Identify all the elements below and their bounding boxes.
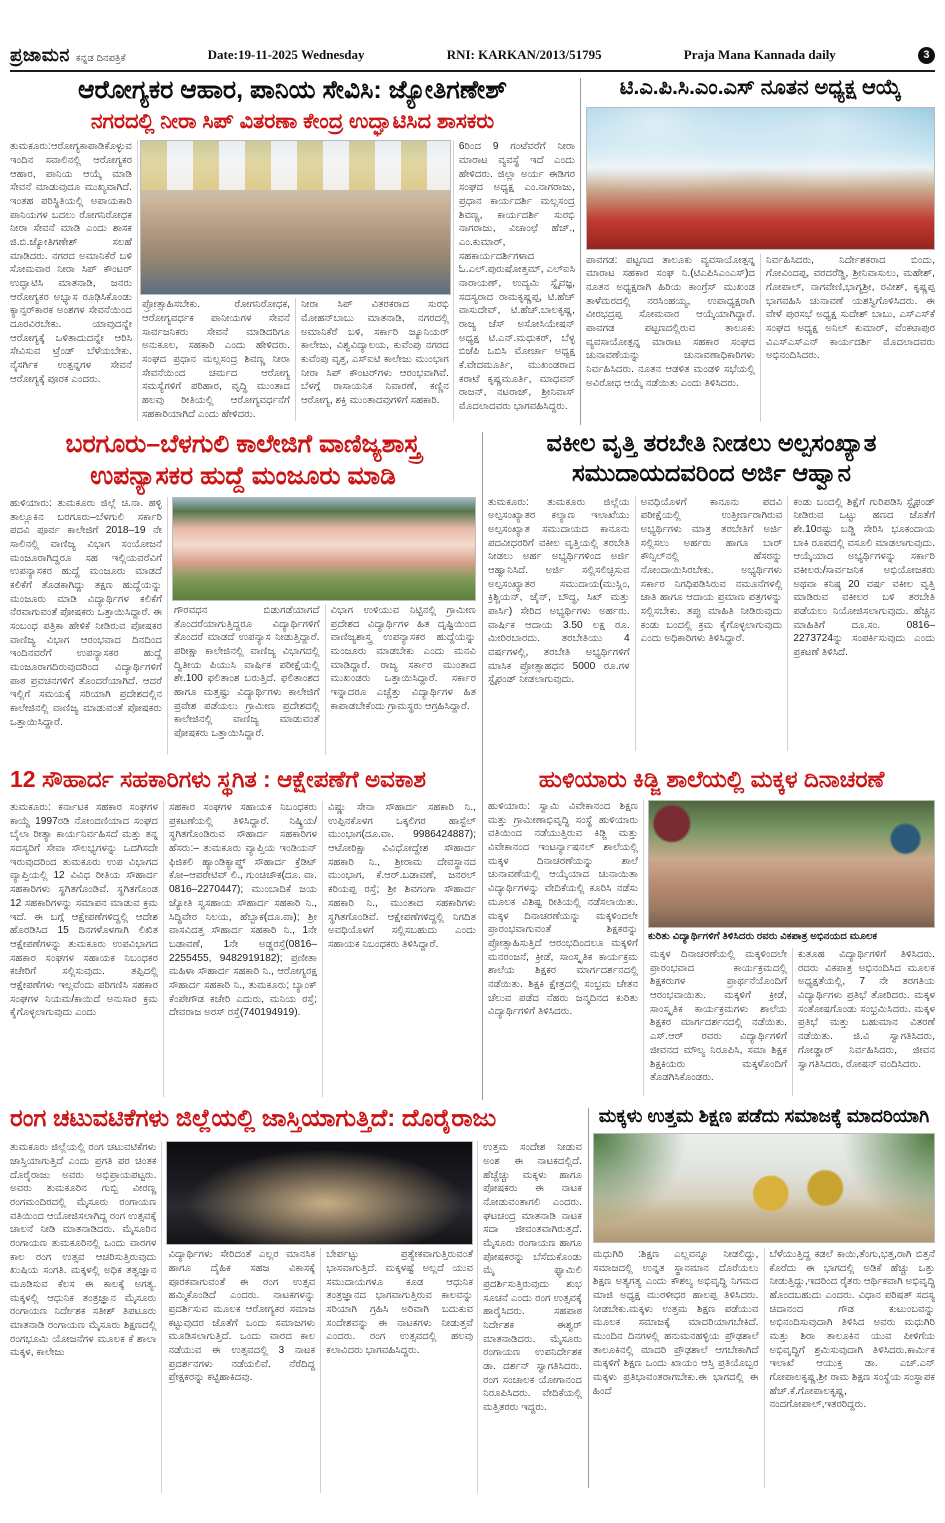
article-theatre-festival bbox=[10, 1105, 582, 1495]
article1-under-col1: ಪ್ರೋತ್ಸಾಹಿಸಬೇಕು. ರೋಗನಿರೋಧಕ, ಆರೋಗ್ಯವರ್ಧಕ ಪಾನೀಯಗಳ ಸೇವನೆ ಸಾರ್ವಜನಿಕರು ಸೇವನೆ ಮಾಡಿದರಿಗೂ ಅನುಕೂಲ, ಸಹಕಾರಿ ಎಂದು ಹೇಳಿದರು. ಸಂಘದ ಪ್ರಧಾನ ಮಲ್ಲಸಂದ್ರ ಶಿವಣ್ಣ ನೀರಾ ಸೇವನೆಯಿಂದ ಚರ್ಮದ ಆರೋಗ್ಯ ಸಮಸ್ಯೆಗಳಿಗೆ ಪರಿಹಾರ, ವೃದ್ಧಿ ಮುಂತಾದ ಹಲವು ರೀತಿಯಲ್ಲಿ ಆರೋಗ್ಯವರ್ಧನೆಗೆ ಸಹಕಾರಿಯಾಗಿದೆ ಎಂದು ಹೇಳಿದರು. bbox=[142, 299, 290, 420]
masthead-tagline: ಕನ್ನಡ ದಿನಪತ್ರಿಕೆ bbox=[75, 52, 126, 64]
article1-photo bbox=[140, 140, 451, 295]
article-kidzee-childrens-day bbox=[488, 766, 935, 1100]
masthead-block bbox=[10, 45, 126, 66]
article8-col1: ಮಧುಗಿರಿ :ಶಿಕ್ಷಣ ಎಲ್ಲವನ್ನೂ ನೀಡಲಿದ್ದು, ಸಮಾಜದಲ್ಲಿ ಉನ್ನತ ಸ್ಥಾನಮಾನ ದೊರೆಯಲು ಶಿಕ್ಷಣ ಅತ್ಯಗತ್ಯ ಎಂದು ಕೌಶಲ್ಯ ಅಭಿವೃದ್ಧಿ ನಿಗಮದ ಮಾಜಿ ಅಧ್ಯಕ್ಷ ಮುರಳೀಧರ ಹಾಲಪ್ಪ ತಿಳಿಸಿದರು. ನೀಡಬೇಕು.ಮಕ್ಕಳು ಉತ್ತಮ ಶಿಕ್ಷಣ ಪಡೆಯುವ ಮೂಲಕ ಸಮಾಜಕ್ಕೆ ಮಾದರಿಯಾಗಬೇಕಿದೆ. ಮುಂದಿನ ದಿನಗಳಲ್ಲಿ ಹನುಮನಹಳ್ಳಿಯ ಪ್ರೌಢಶಾಲೆ ತಾಲೂಕಿನಲ್ಲಿ ಮಾದರಿ ಪ್ರೌಢಶಾಲೆ ಆಗಬೇಕಾಗಿದೆ ಮಕ್ಕಳಿಗೆ ಶಿಕ್ಷಣ ಒಂದು ಖಾಯಂ ಆಸ್ತಿ ಪ್ರತಿಯೊಬ್ಬರ ಮಕ್ಕಳು ಪ್ರತಿಭಾವಂತರಾಗಬೇಕು.ಈ ಭಾಗದಲ್ಲಿ ಈ ಹಿಂದೆ bbox=[593, 1248, 759, 1397]
article7-under-col1: ವಿದ್ಯಾರ್ಥಿಗಳು ಸೇರಿದಂತೆ ಎಲ್ಲರ ಮಾನಸಿಕ ಹಾಗೂ ದೈಹಿಕ ಸಹಜ ವಿಕಾಸಕ್ಕೆ ಪೂರಕವಾಗುವಂತೆ ಈ ರಂಗ ಉತ್ಸವ ಹಮ್ಮಿಕೊಂಡಿದೆ ಎಂದರು. ನಾಟಕಗಳನ್ನು ಪ್ರದರ್ಶಿಸುವ ಮೂಲಕ ಆರೋಗ್ಯಕರ ಸಮಾಜ ಕಟ್ಟುವುದರ ಜೊತೆಗೆ ಒಂದು ಸಮಾಜಗಳು ಮೂಡಿಸಲಾಗುತ್ತಿದೆ. ಒಂದು ವಾರದ ಕಾಲ ನಡೆಯುವ ಈ ಉತ್ಸವದಲ್ಲಿ 3 ನಾಟಕ ಪ್ರದರ್ಶನಗಳು ನಡೆಯಲಿವೆ. ನೆರೆದಿದ್ದ ಪ್ರೇಕ್ಷಕರನ್ನು ಕಟ್ಟಿಹಾಕಿದವು. bbox=[168, 1249, 316, 1384]
article1-col1: ತುಮಕೂರು:ಆರೋಗ್ಯಕಾಪಾಡಿಕೊಳ್ಳುವ ಇಂದಿನ ಸವಾಲಿನಲ್ಲಿ ಆರೋಗ್ಯಕರ ಆಹಾರ, ಪಾನಿಯ ಆಯ್ಕೆ ಮಾಡಿ ಸೇವನೆ ಮಾಡುವುದೂ ಮುಖ್ಯವಾಗಿದೆ. ಇಂತಹ ಪರಿಸ್ಥಿತಿಯಲ್ಲಿ ಅಪಾಯಕಾರಿ ಪಾನಿಯಗಳ ಬದಲು ರೋಗನಿರೋಧಕ ನೀರಾ ಸೇವನೆ ಮಾಡಿ ಎಂದು ಶಾಸಕ ಜಿ.ಬಿ.ಜ್ಯೋತಿಗಣೇಶ್ ಸಲಹೆ ಮಾಡಿದರು. ನಗರದ ಅಮಾನಿಕೆರೆ ಬಳಿ ಸೋಮವಾರ ನೀರಾ ಸಿಪ್ ಕೌಂಟರ್ ಉದ್ಘಾಟಿಸಿ ಮಾತನಾಡಿ, ಜನರು ಆರೋಗ್ಯಕರ ಅಭ್ಯಾಸ ರೂಢಿಸಿಕೊಂಡು ಕ್ಯಾನ್ಸರ್‌ಕಾರಕ ಅಂಶಗಳ ಸೇವನೆಯಿಂದ ದೂರವಿರಬೇಕು. ಯಾವುದನ್ನೇ ಆರೋಗ್ಯಕ್ಕೆ ಒಳಿತಾದುದನ್ನೇ ಆರಿಸಿ ಸೇವಿಸುವ ಟ್ರೆಂಡ್ ಬೆಳೆಯಬೇಕು. ನೈಸರ್ಗಿಕ ಉತ್ಪನ್ನಗಳ ಸೇವನೆ ಆರೋಗ್ಯಕ್ಕೆ ಪೂರಕ ಎಂದರು. bbox=[10, 140, 138, 421]
article7-headline: ರಂಗ ಚಟುವಟಿಕೆಗಳು ಜಿಲ್ಲೆಯಲ್ಲಿ ಜಾಸ್ತಿಯಾಗುತ್ತಿದೆ: ದೊರೈರಾಜು bbox=[10, 1105, 497, 1132]
paper-name: Praja Mana Kannada daily bbox=[683, 47, 836, 62]
article4-headline-line1: ವಕೀಲ ವೃತ್ತಿ ತರಬೇತಿ ನೀಡಲು ಅಲ್ಪಸಂಖ್ಯಾತ bbox=[546, 430, 877, 457]
article5-col1: ತುಮಕೂರು: ಕರ್ನಾಟಕ ಸಹಕಾರ ಸಂಘಗಳ ಕಾಯ್ದೆ 1997ರಡಿ ನೋಂದಣಿಯಾದ ಸಂಘದ ಬೈಲಾ ರೀತ್ಯಾ ಕಾರ್ಯನಿರ್ವಹಿಸದೆ ಮತ್ತು ತನ್ನ ಸದಸ್ಯರಿಗೆ ಸೇವಾ ಸೌಲಭ್ಯಗಳನ್ನು ಒದಗಿಸದೇ ಇರುವುದರಿಂದ ತುಮಕೂರು ಉಪ ವಿಭಾಗದ ವ್ಯಾಪ್ತಿಯಲ್ಲಿ 12 ವಿವಿಧ ರೀತಿಯ ಸೌಹಾರ್ದ ಸಹಕಾರಿಗಳು ಸ್ಥಗಿತಗೊಂಡಿವೆ. ಸ್ಥಗಿತಗೊಂಡ 12 ಸಹಕಾರಿಗಳನ್ನು ಸಮಾಪನ ಮಾಡುವ ಕ್ರಮ ಇದೆ. ಈ ಬಗ್ಗೆ ಆಕ್ಷೇಪಣೆಗಳಿದ್ದಲ್ಲಿ ಆದೇಶ ಹೊರಡಿಸಿದ 15 ದಿನಗಳೊಳಗಾಗಿ ಲಿಖಿತ ಆಕ್ಷೇಪಣೆಗಳನ್ನು ತುಮಕೂರು ಉಪವಿಭಾಗದ ಸಹಕಾರ ಸಂಘಗಳ ಸಹಾಯಕ ನಿಬಂಧಕರ ಕಚೇರಿಗೆ ಸಲ್ಲಿಸುವುದು. ತಪ್ಪಿದಲ್ಲಿ ಆಕ್ಷೇಪಣೆಗಳು ಇಲ್ಲವೆಂದು ಪರಿಗಣಿಸಿ ಸಹಕಾರ ಸಂಘಗಳ ನಿಯಮ/ಕಾಯಿದೆ ಅನುಸಾರ ಕ್ರಮ ಕೈಗೊಳ್ಳಲಾಗುವುದು ಎಂದು bbox=[10, 802, 158, 1019]
divider-row1 bbox=[580, 78, 581, 425]
article6-col1: ಹುಳಿಯಾರು: ಸ್ವಾಮಿ ವಿವೇಕಾನಂದ ಶಿಕ್ಷಣ ಮತ್ತು ಗ್ರಾಮೀಣಾಭಿವೃದ್ಧಿ ಸಂಸ್ಥೆ ಹುಳಿಯಾರು ವತಿಯಿಂದ ನಡೆಯುತ್ತಿರುವ ಕಿಡ್ಜಿ ಮತ್ತು ವಿವೇಕಾನಂದ ಇಂಟರ್ನ್ಯಾಷನಲ್ ಶಾಲೆಯಲ್ಲಿ ಮಕ್ಕಳ ದಿನಾಚರಣೆಯನ್ನು ಶಾಲೆ ಚುನಾವಣೆಯಲ್ಲಿ ಆಯ್ಕೆಯಾದ ಚುನಾಯಿತಾ ವಿದ್ಯಾರ್ಥಿಗಳನ್ನು ವೇದಿಕೆಯಲ್ಲಿ ಕೂರಿಸಿ ನಡೆಸು ಮೂಲಕ ವಿಶಿಷ್ಟ ರೀತಿಯಲ್ಲಿ ನಡೆಸಲಾಯಿತು. ಮಕ್ಕಳ ದಿನಾಚರಣೆಯನ್ನು ಮಕ್ಕಳಿಂದಲೇ ಪ್ರಾರಂಭವಾಗುವಂತೆ ಶಿಕ್ಷಕರನ್ನು ಪ್ರೋತ್ಸಾಹಿಸುತ್ತಿದೆ ಆರಂಭದಿಂದಲೂ ಮಕ್ಕಳಿಗೆ ಮನರಂಜನೆ, ಕ್ರೀಡೆ, ಸಾಂಸ್ಕೃತಿಕ ಕಾರ್ಯಕ್ರಮ ಶಾಲೆಯ ಶಿಕ್ಷಕರ ಮಾರ್ಗದರ್ಶನದಲ್ಲಿ ನಡೆಯಿತು. ಶಿಕ್ಷಕಿ ಕ್ಷೇತ್ರದಲ್ಲಿ ಸಂಭ್ರಮ ಚೇತನ ಚೆಲುವ ಪಡೆದ ನೆಹರು ಜನ್ಮದಿನದ ಕುರಿತು ವಿದ್ಯಾರ್ಥಿಗಳಿಗೆ ತಿಳಿಸಿದರು. bbox=[488, 800, 644, 1096]
article6-under-col1: ಮಕ್ಕಳ ದಿನಾಚರಣೆಯಲ್ಲಿ ಮಕ್ಕಳಿಂದಲೇ ಪ್ರಾರಂಭವಾದ ಕಾರ್ಯಕ್ರಮದಲ್ಲಿ ಶಿಕ್ಷಕರುಗಳ ಪ್ರಾರ್ಥನೆಯೊಂದಿಗೆ ಆರಂಭವಾಯಿತು. ಮಕ್ಕಳಿಗೆ ಕ್ರೀಡೆ, ಸಾಂಸ್ಕೃತಿಕ ಕಾರ್ಯಕ್ರಮಗಳು ಶಾಲೆಯ ಶಿಕ್ಷಕರ ಮಾರ್ಗದರ್ಶನದಲ್ಲಿ ನಡೆಯಿತು. ಎಸ್.ಆರ್ ರವರು ವಿದ್ಯಾರ್ಥಿಗಳಿಗೆ ಜೀವನದ ಮೌಲ್ಯ ನಿರೂಪಿಸಿ, ಸಮಾ ಶಿಕ್ಷಕ ಶಿಕ್ಷಕಿಯರು ಮಕ್ಕಳೊಂದಿಗೆ ತೊಡಗಿಸಿಕೊಂಡರು. bbox=[650, 949, 787, 1084]
divider-row4 bbox=[588, 1108, 589, 1488]
article6-photo bbox=[648, 800, 935, 928]
article3-headline-line1: ಬರಗೂರು–ಬೆಳಗುಲಿ ಕಾಲೇಜಿಗೆ ವಾಣಿಜ್ಯಶಾಸ್ತ್ರ bbox=[65, 430, 421, 458]
article3-headline-line2: ಉಪನ್ಯಾಸಕರ ಹುದ್ದೆ ಮಂಜೂರು ಮಾಡಿ bbox=[90, 461, 396, 490]
article3-photo bbox=[172, 497, 476, 601]
article2-headline: ಟಿ.ಎ.ಪಿ.ಸಿ.ಎಂ.ಎಸ್ ನೂತನ ಅಧ್ಯಕ್ಷ ಆಯ್ಕೆ bbox=[619, 76, 902, 99]
article8-photo bbox=[593, 1133, 935, 1243]
article1-col4: 6ರಿಂದ 9 ಗಂಟೆವರೆಗೆ ನೀರಾ ಮಾರಾಟ ವ್ಯವಸ್ಥೆ ಇದೆ ಎಂದು ಹೇಳಿದರು. ಜಿಲ್ಲಾ ಅರ್ಯ ಈಡಿಗರ ಸಂಘದ ಅಧ್ಯಕ್ಷ ಎಂ.ನಾಗರಾಜು, ಪ್ರಧಾನ ಕಾರ್ಯದರ್ಶಿ ಮಲ್ಲಸಂದ್ರ ಶಿವಣ್ಣ, ಕಾರ್ಯದರ್ಶಿ ಸುರಭಿ ನಾಗರಾಜು, ವಿಚಾಂಛೆ ಹೆಚ್., ಎಂ.ಕುಮಾರ್, ಸಹಕಾರ್ಯದರ್ಶಿಗಳಾದ ಓ.ಎಲ್.ಪುರುಷೋತ್ತಮ್, ಎಲ್‌ಐಸಿ ನಾರಾಯಣ್, ಉದ್ಯಮಿ ಸ್ನೈವಜ್ಞ, ಸದಸ್ಯರಾದ ರಾಮಕೃಷ್ಣಪ್ಪ, ಟಿ.ಹೆಚ್ ವಾಸುದೇವ್, ಟಿ.ಹೆಚ್.ಬಾಲಕೃಷ್ಣ, ರಾಜ್ಯ ಚೆಸ್ ಅಸೋಸಿಯೇಷನ್ ಅಧ್ಯಕ್ಷ ಟಿ.ಎನ್.ಮಧುಕರ್, ಬೆಳ್ಳ ಬಿಜೆಪಿ ಒಬಿಸಿ ಮೋರ್ಚಾ ಅಧ್ಯಕ್ಷ ಕೆ.ವೇದಮೂರ್ತಿ, ಮುಖಂಡರಾದ ಕರಾಟೆ ಕೃಷ್ಣಮೂರ್ತಿ, ಮಾಧವನ್ ರಾಜನ್, ನಟರಾಜ್, ಶ್ರೀನಿವಾಸ್ ಮೊದಲಾದವರು ಭಾಗವಹಿಸಿದ್ದರು. bbox=[453, 140, 575, 421]
page-header bbox=[10, 40, 935, 72]
article8-headline: ಮಕ್ಕಳು ಉತ್ತಮ ಶಿಕ್ಷಣ ಪಡೆದು ಸಮಾಜಕ್ಕೆ ಮಾದರಿಯಾಗಿ bbox=[598, 1105, 930, 1126]
article4-col3: ಕಂಡು ಬಂದಲ್ಲಿ ಶಿಕ್ಷೆಗೆ ಗುರಿಪಡಿಸಿ ಸ್ಟೈಫಂಡ್ ನೀಡಿರುವ ಒಟ್ಟು ಹಣದ ಜೊತೆಗೆ ಶೇ.10ರಷ್ಟು ಬಡ್ಡಿ ಸೇರಿಸಿ ಭೂಕಂದಾಯ ಬಾಕಿ ರೂಪದಲ್ಲಿ ವಸೂಲಿ ಮಾಡಲಾಗುವುದು. ಆಯ್ಕೆಯಾದ ಅಭ್ಯರ್ಥಿಗಳನ್ನು ಸರ್ಕಾರಿ ವಕೀಲರು/ಸಾರ್ವಜನಿಕ ಅಭಿಯೋಜಕರು ಅಥವಾ ಕನಿಷ್ಠ 20 ವರ್ಷ ವಕೀಲ ವೃತ್ತಿ ಮಾಡಿರುವ ವಕೀಲರ ಬಳಿ ತರಬೇತಿ ಪಡೆಯಲು ನಿಯೋಜಿಸಲಾಗುವುದು. ಹೆಚ್ಚಿನ ಮಾಹಿತಿಗೆ ದೂ.ಸಂ. 0816–2273724ನ್ನು ಸಂಪರ್ಕಿಸುವುದು ಎಂದು ಪ್ರಕಟಣೆ ತಿಳಿಸಿದೆ. bbox=[787, 496, 935, 751]
article-college-lecturer-post bbox=[10, 430, 476, 760]
article-madhugiri-education bbox=[593, 1105, 935, 1495]
article2-col2: ನಿರ್ವಹಿಸಿದರು, ನಿರ್ದೇಶಕರಾದ ಬಿಂದು, ಗೋವಿಂದಪ್ಪ, ವರದರೆಡ್ಡಿ, ಶ್ರೀನಿವಾಸುಲು, ಮಹೇಶ್, ಗೋಪಾಲ್, ನಾಗವೇಣಿ,ಭಾಗ್ಯಶ್ರೀ, ರವೀಶ್, ಕೃಷ್ಣಪ್ಪ ಭಾಗವಹಿಸಿ ಚುನಾವಣೆ ಯಶಸ್ವಿಗೊಳಿಸಿದರು. ಈ ವೇಳೆ ಪುರಸಭೆ ಅಧ್ಯಕ್ಷ ಸುದೇಶ್ ಬಾಬು, ಎಸ್‌ಎಸ್‌ಕೆ ಸಂಘದ ಅಧ್ಯಕ್ಷ ಅನಿಲ್ ಕುಮಾರ್, ವೆಂಕಟಾಪುರ ವಿಎಸ್‌ಎಸ್‌ಎನ್ ಕಾರ್ಯದರ್ಶಿ ಮೊದಲಾದವರು ಅಭಿನಂದಿಸಿದರು. bbox=[760, 254, 935, 422]
article6-photo-caption: ಕುರಿತು ವಿದ್ಯಾರ್ಥಿಗಳಿಗೆ ತಿಳಿಸಿದರು ರವರು ವಿಕಪಾತ್ರ ಅಭಿನಯದ ಮೂಲಕ bbox=[648, 931, 878, 943]
article1-headline: ಆರೋಗ್ಯಕರ ಆಹಾರ, ಪಾನಿಯ ಸೇವಿಸಿ: ಜ್ಯೋತಿಗಣೇಶ್ bbox=[77, 76, 508, 104]
page-number-badge: 3 bbox=[918, 47, 935, 64]
article-advocate-training bbox=[488, 430, 935, 760]
article4-headline-line2: ಸಮುದಾಯದವರಿಂದ ಅರ್ಜಿ ಆಹ್ವಾನ bbox=[572, 460, 851, 488]
article7-photo bbox=[166, 1141, 473, 1245]
article-neera-sip bbox=[10, 76, 575, 425]
rni-number: RNI: KARKAN/2013/51795 bbox=[446, 47, 602, 62]
article5-col3: ವಿಷ್ಣು ಸೇನಾ ಸೌಹಾರ್ದ ಸಹಕಾರಿ ನಿ., ಉಪ್ಪಿನಕೊಳಗ ಒಕ್ಕಲಿಗರ ಹಾಸ್ಟೆಲ್ ಮುಂಭಾಗ(ದೂ.ವಾ. 9986424887); ಆಟೋರಿಕ್ಷಾ ವಿವಿಧೋದ್ದೇಶ ಸೌಹಾರ್ದ ಸಹಕಾರಿ ನಿ., ಶ್ರೀರಾಮ ದೇವಸ್ಥಾನದ ಮುಂಭಾಗ, ಕೆ.ಆರ್.ಬಡಾವಣೆ, ಜನರಲ್ ಕರಿಯಪ್ಪ ರಸ್ತೆ; ಶ್ರೀ ಶಿವಗಂಗಾ ಸೌಹಾರ್ದ ಸಹಕಾರಿ ನಿ., ಮುಂತಾದ ಸಹಕಾರಿಗಳು ಸ್ಥಗಿತಗೊಂಡಿವೆ. ಆಕ್ಷೇಪಣೆಗಳಿದ್ದಲ್ಲಿ ನಿಗದಿತ ಅವಧಿಯೊಳಗೆ ಸಲ್ಲಿಸಬಹುದು ಎಂದು ಸಹಾಯಕ ನಿಬಂಧಕರು ತಿಳಿಸಿದ್ದಾರೆ. bbox=[322, 801, 476, 1097]
article5-col2: ಸಹಕಾರ ಸಂಘಗಳ ಸಹಾಯಕ ನಿಬಂಧಕರು ಪ್ರಕಟಣೆಯಲ್ಲಿ ತಿಳಿಸಿದ್ದಾರೆ. ನಿಷ್ಕ್ರಿಯ/ಸ್ಥಗಿತಗೊಂಡಿರುವ ಸೌಹಾರ್ದ ಸಹಕಾರಿಗಳ ಹೆಸರು:– ತುಮಕೂರು ವ್ಯಾಪ್ತಿಯ ಇಂಡಿಯನ್ ಫಿಜಿಕಲಿ ಹ್ಯಾಂಡಿಕ್ಯಾಪ್ಡ್ ಸೌಹಾರ್ದ ಕ್ರೆಡಿಟ್ ಕೋ–ಆಪರೇಟಿವ್ ಲಿ., ಗುಂಚಿಚೌಕ(ದೂ. ವಾ. 0816–2270447); ಮುಂಬಾದಿಕೆ ಜಯ ಜ್ಯೋತಿ ಸ್ವಸಹಾಯ ಸೌಹಾರ್ದ ಸಹಕಾರಿ ನಿ., ಸಿದ್ಧಿವೇರ ನಿಲಯ, ಹೆಬ್ಬಾಕ(ದೂ.ವಾ); ಶ್ರೀ ವಾಸವಿದತ್ತ ಸೌಹಾರ್ದ ಸಹಕಾರಿ ನಿ., 1ನೇ ಬಡಾವಣೆ, 1ನೇ ಅಡ್ಡರಸ್ತೆ(0816–2255455, 9482919182); ಪ್ರಣೀತಾ ಮಹಿಳಾ ಸೌಹಾರ್ದ ಸಹಕಾರಿ ನಿ., ಆರೋಗ್ಯರಕ್ಷ ಸೌಹಾರ್ದ ಸಹಕಾರಿ ನಿ., ತುಮಕೂರು; ಬ್ಯಾಂಕ್ ಕೆಂಪೇಗೌಡ ಕಚೇರಿ ಎದುರು, ಮನಿಯ ರಸ್ತೆ; ದೇವರಾಜ ಅರಸ್ ರಸ್ತೆ(740194919). bbox=[163, 801, 322, 1097]
article1-under-col2: ನೀರಾ ಸಿಪ್ ವಿತರಕರಾದ ಸುರಭಿ ಮೋಹನ್‌ಬಾಬು ಮಾತನಾಡಿ, ನಗರದಲ್ಲಿ ಅಮಾನಿಕೆರೆ ಬಳಿ, ಸರ್ಕಾರಿ ಜ್ಯೂನಿಯರ್ ಕಾಲೇಜು, ವಿಶ್ವವಿದ್ಯಾಲಯ, ಕುವೆಂಪು ನಗರದ ಕುವೆಂಪು ವೃತ್ತ, ಎಸ್‌ಐಟಿ ಕಾಲೇಜು ಮುಂಭಾಗ ನೀರಾ ಸಿಪ್ ಕೌಂಟರ್‌ಗಳು ಆರಂಭವಾಗಿವೆ. ಬೆಳಗ್ಗೆ ರಾಸಾಯನಿಕ ನಿವಾರಣೆ, ಕಣ್ಣಿನ ಆರೋಗ್ಯ, ಶಕ್ತಿ ಮುಂತಾದವುಗಳಿಗೆ ಸಹಕಾರಿ. bbox=[295, 298, 453, 421]
date-line: Date:19-11-2025 Wednesday bbox=[207, 47, 365, 62]
article3-col1: ಹುಳಿಯಾರು: ತುಮಕೂರು ಜಿಲ್ಲೆ ಚಿ.ನಾ. ಹಳ್ಳಿ ತಾಲ್ಲೂಕಿನ ಬರಗೂರು–ಬೆಳಗುಲಿ ಸರ್ಕಾರಿ ಪದವಿ ಪೂರ್ವ ಕಾಲೇಜಿಗೆ 2018–19 ನೇ ಸಾಲಿನಲ್ಲಿ ವಾಣಿಜ್ಯ ವಿಭಾಗ ಸಂಯೋಜನೆ ಮಂಜೂರಾಗಿದ್ದರೂ ಸಹ ಇಲ್ಲಿಯವರೆವಿಗೆ ಉಪನ್ಯಾಸಕರ ಹುದ್ದೆ ಮಂಜೂರು ಮಾಡದೆ ಕಲಿಕೆಗೆ ತೊಡಕಾಗಿದ್ದು ತಕ್ಷಣ ಹುದ್ದೆಯನ್ನು ಮಂಜೂರು ಮಾಡಿ ವಿದ್ಯಾರ್ಥಿಗಳ ಕಲಿಕೆಗೆ ನೆರವಾಗುವಂತೆ ಪೋಷಕರು ಒತ್ತಾಯಿಸಿದ್ದಾರೆ. ಈ ಸಂಬಂಧ ಪತ್ರಿಕಾ ಹೇಳಿಕೆ ನೀಡಿರುವ ಪೋಷಕರ ವಾಣಿಜ್ಯ ವಿಭಾಗ ಆರಂಭವಾದ ದಿನದಿಂದ ಇಂದಿನವರೆಗೆ ಉಪನ್ಯಾಸಕರ ಹುದ್ದೆ ಮಂಜೂರಾಗದಿರುವುದರಿಂದ ವಿದ್ಯಾರ್ಥಿಗಳಿಗೆ ಪಾಠ ಪ್ರವಚನಗಳಿಗೆ ತೊಂದರೆಯಾಗಿದೆ. ಆದರೆ ಇಲ್ಲಿಗೆ ಸಮಯಕ್ಕೆ ಸರಿಯಾಗಿ ಪ್ರದೇಶದಲ್ಲಿನ ಕಾಲೇಜಿನಲ್ಲಿ ವಾಣಿಜ್ಯ ಮಾಡುವಂತೆ ಪೋಷಕರು ಒತ್ತಾಯಿಸಿದ್ದಾರೆ. bbox=[10, 497, 168, 755]
article6-headline: ಹುಳಿಯಾರು ಕಿಡ್ಜಿ ಶಾಲೆಯಲ್ಲಿ ಮಕ್ಕಳ ದಿನಾಚರಣೆ bbox=[538, 766, 885, 792]
article2-col1: ಪಾವಗಡ: ಪಟ್ಟಣದ ತಾಲೂಕು ವ್ಯವಸಾಯೋತ್ಪನ್ನ ಮಾರಾಟ ಸಹಕಾರ ಸಂಘ ನಿ.(ಟಿಎಪಿಸಿಎಂಎಸ್)ದ ನೂತನ ಅಧ್ಯಕ್ಷರಾಗಿ ಹಿರಿಯ ಕಾಂಗ್ರೆಸ್ ಮುಖಂಡ ತಾಳೆಮರದಲ್ಲಿ ನರಸಿಂಹಯ್ಯ, ಉಪಾಧ್ಯಕ್ಷರಾಗಿ ವೀರಭದ್ರಪ್ಪ ಸೋಮವಾರ ಆಯ್ಕೆಯಾಗಿದ್ದಾರೆ. ಪಾವಗಡ ಪಟ್ಟಣದಲ್ಲಿರುವ ತಾಲೂಕು ವ್ಯವಸಾಯೋತ್ಪನ್ನ ಮಾರಾಟ ಸಹಕಾರ ಸಂಘದ ಚುನಾವಣೆಯನ್ನು ಚುನಾವಣಾಧಿಕಾರಿಗಳು ನಿರ್ವಹಿಸಿದರು. ನೂತನ ಆಡಳಿತ ಮಂಡಳಿ ಸಭೆಯಲ್ಲಿ ಅವಿರೋಧ ಆಯ್ಕೆ ನಡೆಯಿತು ಎಂದು ತಿಳಿಸಿದರು. bbox=[586, 254, 755, 389]
article1-subhead: ನಗರದಲ್ಲಿ ನೀರಾ ಸಿಪ್ ವಿತರಣಾ ಕೇಂದ್ರ ಉದ್ಘಾಟಿಸಿದ ಶಾಸಕರು bbox=[90, 109, 495, 133]
masthead-logo: ಪ್ರಜಾ‍ಮನ bbox=[10, 44, 70, 65]
article8-col2: ಬೆಳೆಯುತ್ತಿದ್ದ ಕಡಲೆ ಕಾಯಿ,ತೆಂಗು,ಭತ್ತ,ರಾಗಿ ಬಿತ್ತನೆ ಕೊರೆದು ಈ ಭಾಗದಲ್ಲಿ ಅಡಿಕೆ ಹೆಚ್ಚು ಒತ್ತು ನೀಡುತ್ತಿದ್ದು,ಇದರಿಂದ ರೈತರು ಆರ್ಥಿಕವಾಗಿ ಅಭಿವೃದ್ಧಿ ಹೊಂದಬಹುದು ಎಂದರು. ವಿಧಾನ ಪರಿಷತ್ ಸದಸ್ಯ ಚಿದಾನಂದ ಗೌಡ ಕುಟುಂಬವನ್ನು ಅಭಿನಂದಿಸುವುದಾಗಿ ತಿಳಿಸಿದ ಅವರು ಮಧುಗಿರಿ ಮತ್ತು ಶಿರಾ ತಾಲೂಕಿನ ಯುವ ಪೀಳಿಗೆಯ ಅಭಿವೃದ್ಧಿಗೆ ಶ್ರಮಿಸುವುದಾಗಿ ತಿಳಿಸಿದರು.ಕಾರ್ಮಿಕ ಇಲಾಖೆ ಆಯುಕ್ತ ಡಾ. ಎಚ್.ಎನ್ ಗೋಪಾಲಕೃಷ್ಣ,ಶ್ರೀ ರಾಮ ಶಿಕ್ಷಣ ಸಂಸ್ಥೆಯ ಸಂಸ್ಥಾಪಕ ಹೆಚ್.ಕೆ.ಗೋಪಾಲಕೃಷ್ಣ, ನಂದಗೋಪಾಲ್,ಇತರರಿದ್ದರು. bbox=[764, 1248, 936, 1488]
article-tapcms-president bbox=[586, 76, 935, 425]
article7-col1: ತುಮಕೂರು ಜಿಲ್ಲೆಯಲ್ಲಿ ರಂಗ ಚಟುವಟಿಕೆಗಳು ಜಾಸ್ತಿಯಾಗುತ್ತಿದೆ ಎಂದು ಪ್ರಗತಿ ಪರ ಚಿಂತಕ ದೊರೈರಾಜು ಅವರು ಅಭಿಪ್ರಾಯಪಟ್ಟರು. ಅವರು ತುಮಕೂರಿನ ಗುಬ್ಬಿ ವೀರಣ್ಣ ರಂಗಮಂದಿರದಲ್ಲಿ ಮೈಸೂರು ರಂಗಾಯಣ ವತಿಯಿಂದ ಆಯೋಜಿಸಲಾಗಿದ್ದ ರಂಗ ಉತ್ಸವಕ್ಕೆ ಚಾಲನೆ ನೀಡಿ ಮಾತನಾಡಿದರು. ಮೈಸೂರಿನ ರಂಗಾಯಣ ತುಮಕೂರಿನಲ್ಲಿ ಒಂದು ವಾರಗಳ ಕಾಲ ರಂಗ ಉತ್ಸವ ಆಚರಿಸುತ್ತಿರುವುದು ಖುಷಿಯ ಸಂಗತಿ. ಮಕ್ಕಳಲ್ಲಿ ಅಧಿಕ ತತ್ವಜ್ಞಾನ ಮೂಡಿಸುವ ಕೆಲಸ ಈ ಕಾಲಕ್ಕೆ ಅಗತ್ಯ. ಮಕ್ಕಳಲ್ಲಿ ಆಧುನಿಕ ತಂತ್ರಜ್ಞಾನ ಮೈಸೂರು ರಂಗಾಯಣ ನಿರ್ದೇಶಕ ಸತೀಶ್ ತಿಪಟೂರು ಮಾತನಾಡಿ ರಂಗಾಯಣ ಮೈಸೂರು ಶಿಕ್ಷಣದಲ್ಲಿ ರಂಗಭೂಮಿ ಯೋಜನೆಗಳ ಮೂಲಕ ಕೆ ಶಾಲಾ ಮಕ್ಕಳ, ಕಾಲೇಜು bbox=[10, 1141, 162, 1493]
article-souharda-cooperatives bbox=[10, 766, 476, 1100]
article7-col3: ಉತ್ತಮ ಸಂದೇಶ ನೀಡುವ ಅಂಶ ಈ ನಾಟಕದಲ್ಲಿದೆ. ಹೆಚ್ಚೆಚ್ಚು ಮಕ್ಕಳು ಹಾಗೂ ಪೋಷಕರು ಈ ನಾಟಕ ನೋಡುವಂತಾಗಲಿ ಎಂದರು. ಘಟಚಂದ್ರ ಮಾತನಾಡಿ ನಾಟಕ ಸದಾ ಜೀವಂತವಾಗಿರುತ್ತದೆ. ಮೈಸೂರು ರಂಗಾಯಣ ಹಾಗೂ ಪೋಷಕರನ್ನು ಬೆಸೆದುಕೊಂಡು ಮೈ ಫ್ಯಾಮಿಲಿ ಪ್ರದರ್ಶಿಸುತ್ತಿರುವುದು ಶುಭ ಸೂಚನೆ ಎಂದು ರಂಗ ಉತ್ಸವಕ್ಕೆ ಹಾರೈಸಿದರು. ಸಹಪಾಠ ನಿರ್ದೇಶಕ ಈಶ್ವರ್ ಮಾತನಾಡಿದರು. ಮೈಸೂರು ರಂಗಾಯಣ ಉಪನಿರ್ದೇಶಕ ಡಾ. ದರ್ಶನ್ ಸ್ವಾಗತಿಸಿದರು. ರಂಗ ಸಂಚಾಲಕ ಯೋಗಾನಂದ ನಿರೂಪಿಸಿದರು. ವೇದಿಕೆಯಲ್ಲಿ ಮತ್ತಿತರರು ಇದ್ದರು. bbox=[477, 1141, 582, 1493]
article3-under-col2: ವಿಭಾಗ ಉಳಿಯುವ ನಿಟ್ಟಿನಲ್ಲಿ ಗ್ರಾಮೀಣ ಪ್ರದೇಶದ ವಿದ್ಯಾರ್ಥಿಗಳ ಹಿತ ದೃಷ್ಟಿಯಿಂದ ವಾಣಿಜ್ಯಶಾಸ್ತ್ರ ಉಪನ್ಯಾಸಕರ ಹುದ್ದೆಯನ್ನು ಮಂಜೂರು ಮಾಡಬೇಕು ಎಂದು ಮನವಿ ಮಾಡಿದ್ದಾರೆ. ರಾಜ್ಯ ಸರ್ಕಾರ ಮುಂತಾದ ಮುಖಂಡರು ಒತ್ತಾಯಿಸಿದ್ದಾರೆ. ಸರ್ಕಾರ ಇನ್ನಾದರೂ ಎಚ್ಚೆತ್ತು ವಿದ್ಯಾರ್ಥಿಗಳ ಹಿತ ಕಾಪಾಡಬೇಕೆಂದು ಗ್ರಾಮಸ್ಥರು ಆಗ್ರಹಿಸಿದ್ದಾರೆ. bbox=[325, 604, 477, 755]
article4-col1: ತುಮಕೂರು: ತುಮಕೂರು ಜಿಲ್ಲೆಯ ಅಲ್ಪಸಂಖ್ಯಾತರ ಕಲ್ಯಾಣ ಇಲಾಖೆಯು ಅಲ್ಪಸಂಖ್ಯಾತ ಸಮುದಾಯದ ಕಾನೂನು ಪದವೀಧರರಿಗೆ ವಕೀಲ ವೃತ್ತಿಯಲ್ಲಿ ತರಬೇತಿ ನೀಡಲು ಅರ್ಹ ಅಭ್ಯರ್ಥಿಗಳಿಂದ ಅರ್ಜಿ ಆಹ್ವಾನಿಸಿದೆ. ಅರ್ಜಿ ಸಲ್ಲಿಸಲಿಚ್ಛಿಸುವ ಅಲ್ಪಸಂಖ್ಯಾತರ ಸಮುದಾಯ(ಮುಸ್ಲಿಂ, ಕ್ರಿಶ್ಚಿಯನ್, ಜೈನ್, ಬೌದ್ಧ, ಸಿಖ್ ಮತ್ತು ಪಾರ್ಸಿ) ಸೇರಿದ ಅಭ್ಯರ್ಥಿಗಳು ಅರ್ಹರು. ವಾರ್ಷಿಕ ಆದಾಯ 3.50 ಲಕ್ಷ ರೂ. ಮೀರಿರಬಾರದು. ತರಬೇತಿಯು 4 ವರ್ಷಗಳಲ್ಲಿ, ತರಬೇತಿ ಅಭ್ಯರ್ಥಿಗಳಿಗೆ ಮಾಸಿಕ ಪ್ರೋತ್ಸಾಹಧನ 5000 ರೂ.ಗಳ ಸ್ಟೈಫಂಡ್ ನೀಡಲಾಗುವುದು. bbox=[488, 496, 630, 686]
article3-under-col1: ಗೌರವಧನ ಬಿಡುಗಡೆಯಾಗದೆ ತೊಂದರೆಯಾಗುತ್ತಿದ್ದರೂ ವಿದ್ಯಾರ್ಥಿಗಳಿಗೆ ತೊಂದರೆ ಮಾಡದೆ ಉಪನ್ಯಾಸ ನೀಡುತ್ತಿದ್ದಾರೆ. ಪರೀಕ್ಷಾ ಕಾಲೇಜಿನಲ್ಲಿ ವಾಣಿಜ್ಯ ವಿಭಾಗದಲ್ಲಿ ದ್ವಿತೀಯ ಪಿಯುಸಿ ವಾರ್ಷಿಕ ಪರೀಕ್ಷೆಯಲ್ಲಿ ಶೇ.100 ಫಲಿತಾಂಶ ಬರುತ್ತಿದೆ. ಫಲಿತಾಂಶದ ಹಾಗೂ ಮತ್ತಷ್ಟು ವಿದ್ಯಾರ್ಥಿಗಳು ಕಾಲೇಜಿಗೆ ಪ್ರವೇಶ ಪಡೆಯಲು ಗ್ರಾಮೀಣ ಪ್ರದೇಶದಲ್ಲಿ ಕಾಲೇಜಿನಲ್ಲಿ ವಾಣಿಜ್ಯ ಮಾಡುವಂತೆ ಪೋಷಕರು ಒತ್ತಾಯಿಸಿದ್ದಾರೆ. bbox=[174, 605, 320, 740]
divider-row2-3 bbox=[482, 432, 483, 1100]
article4-col2: ಅವಧಿಯೊಳಗೆ ಕಾನೂನು ಪದವಿ ಪರೀಕ್ಷೆಯಲ್ಲಿ ಉತ್ತೀರ್ಣರಾಗಿರುವ ಅಭ್ಯರ್ಥಿಗಳು ಮಾತ್ರ ತರಬೇತಿಗೆ ಅರ್ಜಿ ಸಲ್ಲಿಸಲು ಅರ್ಹರು ಹಾಗೂ ಬಾರ್ ಕೌನ್ಸಿಲ್‌ನಲ್ಲಿ ಹೆಸರನ್ನು ನೋಂದಾಯಿಸಿರಬೇಕು. ಅಭ್ಯರ್ಥಿಗಳು ಸರ್ಕಾರ ನಿಗಧಿಪಡಿಸಿರುವ ನಮೂನೆಗಳಲ್ಲಿ ಜಾತಿ ಹಾಗೂ ಆದಾಯ ಪ್ರಮಾಣ ಪತ್ರಗಳನ್ನು ಸಲ್ಲಿಸಬೇಕು. ತಪ್ಪು ಮಾಹಿತಿ ನೀಡಿರುವುದು ಕಂಡು ಬಂದಲ್ಲಿ ಕ್ರಮ ಕೈಗೊಳ್ಳಲಾಗುವುದು ಎಂದು ಅಧಿಕಾರಿಗಳು ತಿಳಿಸಿದ್ದಾರೆ. bbox=[635, 496, 788, 751]
article5-headline: 12 ಸೌಹಾರ್ದ ಸಹಕಾರಿಗಳು ಸ್ಥಗಿತ : ಆಕ್ಷೇಪಣೆಗೆ ಅವಕಾಶ bbox=[10, 766, 426, 792]
article7-under-col2: ಬೇರ್ಪಟ್ಟು ಪ್ರತ್ಯೇಕವಾಗುತ್ತಿರುವಂತೆ ಭಾಸವಾಗುತ್ತಿದೆ. ಮಕ್ಕಳಷ್ಟೆ ಅಲ್ಲದೆ ಯುವ ಸಮುದಾಯಗಳೂ ಕೂಡ ಆಧುನಿಕ ತಂತ್ರಜ್ಞಾನದ ಭಾಗವಾಗುತ್ತಿರುವ ಕಾಲವನ್ನು ಸರಿಯಾಗಿ ಗ್ರಹಿಸಿ ಅರಿವಾಗಿ ಬದುಕುವ ಸಂದೇಶವನ್ನು ಈ ನಾಟಕಗಳು ನೀಡುತ್ತವೆ ಎಂದರು. ರಂಗ ಉತ್ಸವದಲ್ಲಿ ಹಲವು ಕಲಾವಿದರು ಭಾಗವಹಿಸಿದ್ದರು. bbox=[320, 1248, 477, 1493]
article6-under-col2: ಕುತೂಹ ವಿದ್ಯಾರ್ಥಿಗಳಿಗೆ ತಿಳಿಸಿದರು. ರದರು ವಿಕಪಾತ್ರ ಅಭಿನಂದಿಸಿದ ಮೂಲಕ ಅಧ್ಯಕ್ಷತೆಯಲ್ಲಿ, 7 ನೇ ತರಗತಿಯ ವಿದ್ಯಾರ್ಥಿಗಳು ಪ್ರತಿಭೆ ತೋರಿದರು. ಮಕ್ಕಳ ಸಂತೋಷಗೊಂಡು ಸಂಭ್ರಮಿಸಿದರು. ಮಕ್ಕಳ ಪ್ರತಿಭೆ ಮತ್ತು ಬಹುಮಾನ ವಿತರಣೆ ನಡೆಯಿತು. ಜಿ.ವಿ ಸ್ವಾಗತಿಸಿದರು, ಗೋಡ್ಡಾರ್ ನಿರ್ವಹಿಸಿದರು, ಜೀವನ ಸ್ವಾಗತಿಸಿದರು, ರೋಷನ್ ವಂದಿಸಿದರು. bbox=[792, 948, 935, 1096]
article2-photo bbox=[586, 107, 935, 250]
